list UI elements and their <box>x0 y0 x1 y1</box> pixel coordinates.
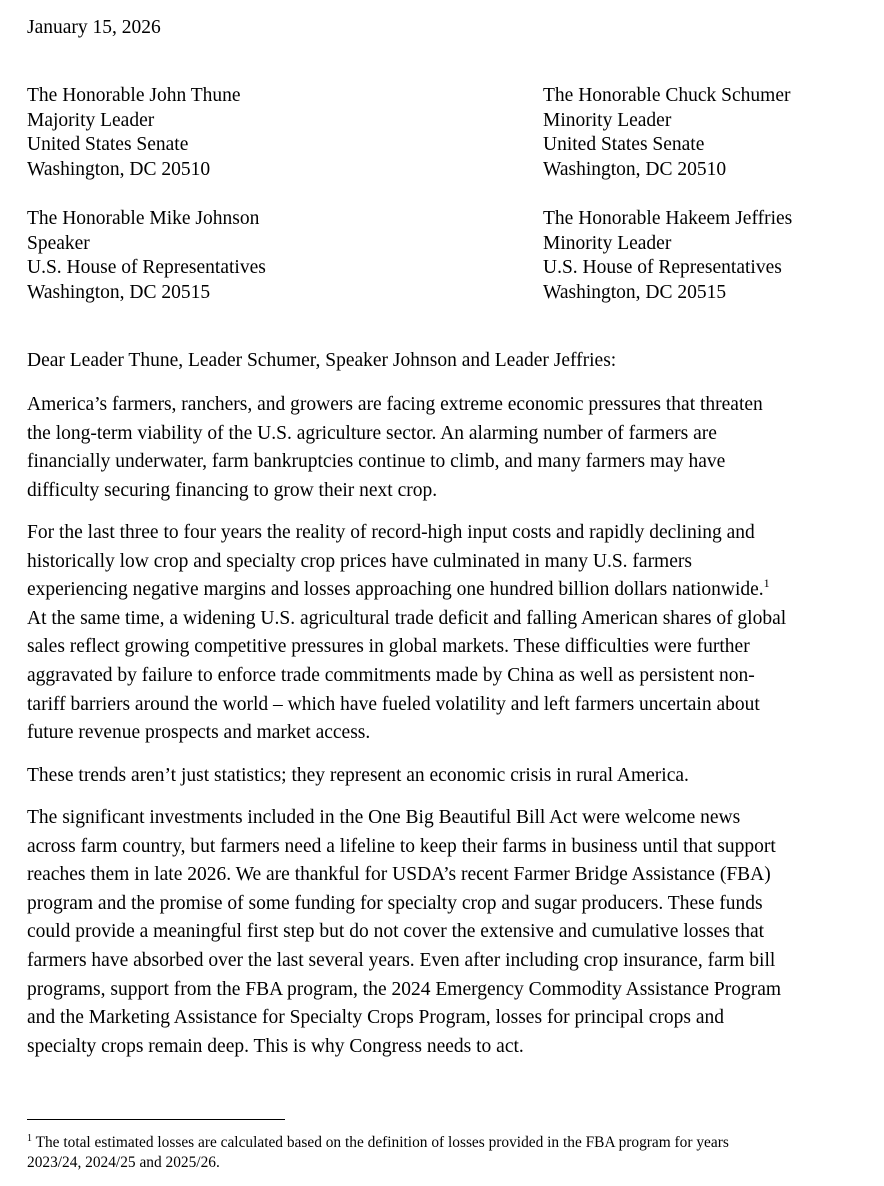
recipient-address-schumer <box>543 84 790 182</box>
recipient-city: Washington, DC 20515 <box>27 281 211 303</box>
paragraph-line: difficulty securing financing to grow their next crop. <box>27 479 438 501</box>
paragraph-line: specialty crops remain deep. This is why Congress needs to act. <box>27 1035 524 1057</box>
paragraph-line: aggravated by failure to enforce trade commitments made by China as well as persistent non- <box>27 664 755 686</box>
footnote-divider <box>27 1119 285 1120</box>
paragraph-line: farmers have absorbed over the last several years. Even after including crop insurance, farm bill <box>27 949 776 971</box>
recipient-name: The Honorable John Thune <box>27 85 241 106</box>
recipient-title: Minority Leader <box>543 232 672 254</box>
footnote-line-1 <box>27 1133 729 1153</box>
recipient-organization: United States Senate <box>27 134 189 156</box>
recipient-name: The Honorable Mike Johnson <box>27 208 260 229</box>
recipient-address-johnson <box>27 207 266 305</box>
paragraph-line: could provide a meaningful first step but do not cover the extensive and cumulative losses that <box>27 921 765 943</box>
paragraph-line: For the last three to four years the reality of record-high input costs and rapidly declining and <box>27 522 755 543</box>
paragraph-line: reaches them in late 2026. We are thankful for USDA’s recent Farmer Bridge Assistance (FBA) <box>27 864 771 886</box>
paragraph-line: The significant investments included in the One Big Beautiful Bill Act were welcome news <box>27 807 741 828</box>
recipient-organization: United States Senate <box>543 134 705 156</box>
paragraph-line: sales reflect growing competitive pressures in global markets. These difficulties were further <box>27 636 750 658</box>
recipient-name: The Honorable Chuck Schumer <box>543 85 791 106</box>
paragraph-line-with-footnote <box>27 576 867 605</box>
footnote-marker: 1 <box>27 1132 32 1144</box>
paragraph-line: America’s farmers, ranchers, and growers are facing extreme economic pressures that threaten <box>27 394 763 415</box>
salutation: Dear Leader Thune, Leader Schumer, Speaker Johnson and Leader Jeffries: <box>27 350 617 371</box>
paragraph-line: across farm country, but farmers need a lifeline to keep their farms in business until that support <box>27 835 776 857</box>
paragraph-line: tariff barriers around the world – which have fueled volatility and left farmers uncertain about <box>27 693 760 715</box>
paragraph-line: experiencing negative margins and losses approaching one hundred billion dollars nationwide. <box>27 579 764 601</box>
paragraph-line: At the same time, a widening U.S. agricultural trade deficit and falling American shares of global <box>27 607 787 629</box>
paragraph-line: historically low crop and specialty crop prices have culminated in many U.S. farmers <box>27 550 692 572</box>
paragraph-line: and the Marketing Assistance for Specialty Crops Program, losses for principal crops and <box>27 1007 724 1029</box>
paragraph-line: These trends aren’t just statistics; they represent an economic crisis in rural America. <box>27 765 689 786</box>
footnote-reference[interactable]: 1 <box>763 575 770 590</box>
paragraph-line: programs, support from the FBA program, the 2024 Emergency Commodity Assistance Program <box>27 978 782 1000</box>
recipient-city: Washington, DC 20515 <box>543 281 727 303</box>
body-paragraph-2 <box>27 519 867 748</box>
recipient-address-jeffries <box>543 207 792 305</box>
body-paragraph-3 <box>27 762 867 791</box>
footnote-text: The total estimated losses are calculated based on the definition of losses provided in the FBA program for years <box>32 1134 729 1151</box>
recipient-address-thune <box>27 84 241 182</box>
paragraph-line: financially underwater, farm bankruptcies continue to climb, and many farmers may have <box>27 451 726 473</box>
recipient-title: Speaker <box>27 232 90 254</box>
recipient-city: Washington, DC 20510 <box>543 158 727 180</box>
recipient-title: Minority Leader <box>543 109 672 131</box>
paragraph-line: the long-term viability of the U.S. agriculture sector. An alarming number of farmers are <box>27 422 717 444</box>
footnote-line-2: 2023/24, 2024/25 and 2025/26. <box>27 1154 220 1171</box>
body-paragraph-4 <box>27 804 867 1061</box>
footnote <box>27 1133 729 1173</box>
recipient-organization: U.S. House of Representatives <box>543 257 782 279</box>
paragraph-line: future revenue prospects and market access. <box>27 722 371 744</box>
recipient-organization: U.S. House of Representatives <box>27 257 266 279</box>
recipient-title: Majority Leader <box>27 109 155 131</box>
recipient-city: Washington, DC 20510 <box>27 158 211 180</box>
paragraph-line: program and the promise of some funding for specialty crop and sugar producers. These funds <box>27 892 763 914</box>
letter-date: January 15, 2026 <box>27 17 161 38</box>
recipient-name: The Honorable Hakeem Jeffries <box>543 208 793 229</box>
body-paragraph-1 <box>27 391 867 505</box>
